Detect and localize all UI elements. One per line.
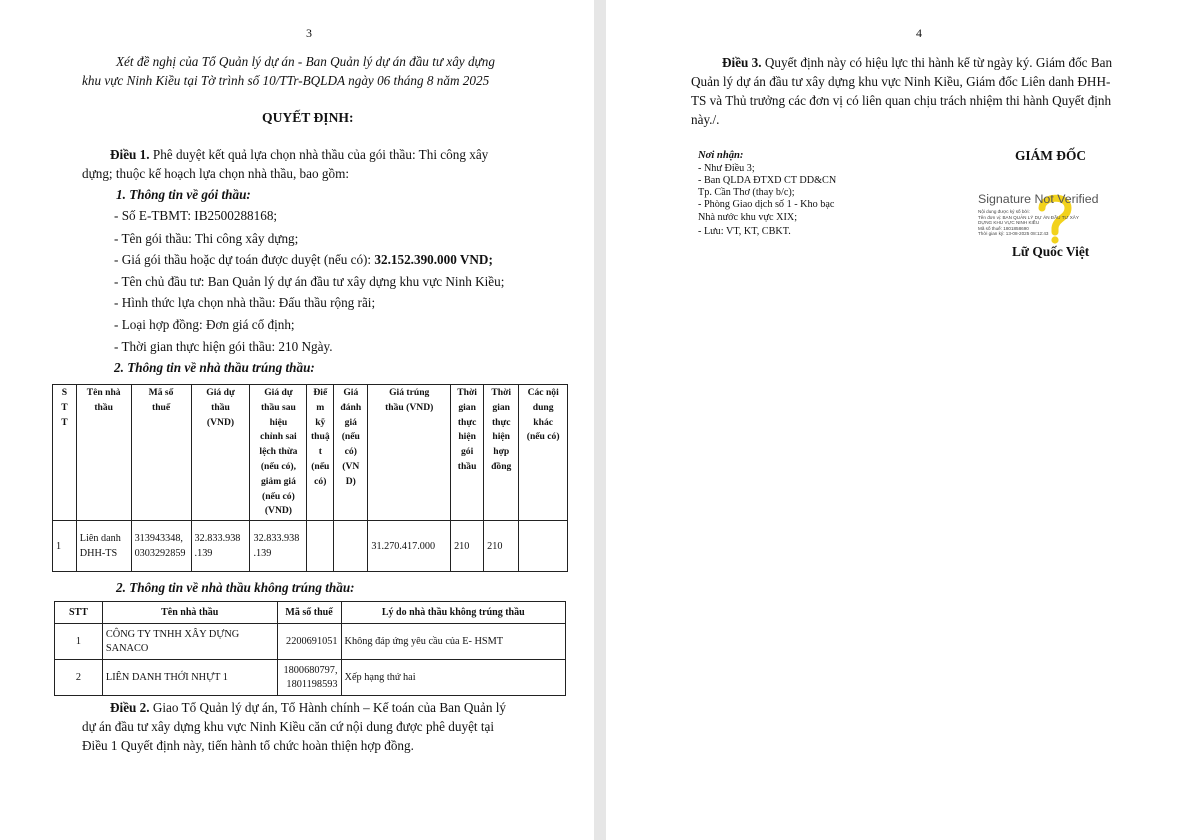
cell-text: giá [344, 416, 357, 428]
cell-text: 32.833.938 [194, 533, 241, 545]
cell-text: thầu sau [260, 401, 296, 413]
cell-text: 210 [454, 540, 470, 552]
cell-text: gói [460, 446, 474, 458]
article3-label: Điều 3. [722, 55, 762, 70]
column-header [451, 385, 484, 521]
cell-text: Tên nhà [86, 387, 121, 398]
table-cell [55, 624, 103, 660]
cell-text: CÔNG TY TNHH XÂY DỰNG [105, 628, 240, 640]
preamble-line-2: khu vực Ninh Kiều tại Tờ trình số 10/TTr-BQLDA ngày 06 tháng 8 năm 2025 [82, 73, 490, 88]
cell-text: Liên danh [79, 533, 121, 545]
cell-text: D) [345, 475, 356, 487]
signature-status: Signature Not Verified [978, 192, 1099, 206]
column-header [484, 385, 519, 521]
page-number: 4 [916, 26, 922, 40]
cell-text: T [61, 401, 68, 413]
cell-text: Thời [457, 387, 477, 398]
cell-text: DHH-TS [79, 548, 118, 560]
package-price-label: - Giá gói thầu hoặc dự toán được duyệt (nếu có): [114, 252, 375, 267]
cell-text: SANACO [105, 642, 149, 654]
cell-text: gian [458, 401, 476, 413]
table-row [55, 624, 566, 660]
cell-text: 313943348, [134, 533, 183, 545]
column-header [250, 385, 307, 521]
recipient-line: - Ban QLDA ĐTXD CT DD&CN [698, 175, 837, 186]
cell-text: Mã số [148, 387, 174, 398]
losing-bidder-table [54, 601, 566, 696]
signature-detail-line: DỰNG KHU VỰC NINH KIỀU [978, 220, 1040, 226]
package-price-value: 32.152.390.000 VND; [374, 252, 493, 267]
preamble-line-1: Xét đề nghị của Tổ Quản lý dự án - Ban Quản lý dự án đầu tư xây dựng [116, 54, 495, 69]
page-number: 3 [306, 26, 312, 40]
signature-detail-line: Nội dung được ký số bởi: [978, 209, 1030, 214]
cell-text: Giá [343, 387, 359, 398]
cell-text: (nếu có) [526, 431, 560, 443]
article2-line-2: dự án đầu tư xây dựng khu vực Ninh Kiều căn cứ nội dung được phê duyệt tại [82, 719, 495, 734]
table-row [53, 521, 568, 572]
package-name: - Tên gói thầu: Thi công xây dựng; [114, 231, 299, 246]
table-cell [191, 521, 250, 572]
article3-line-2: Quản lý dự án đầu tư xây dựng khu vực Ninh Kiều, Giám đốc Liên danh ĐHH- [691, 74, 1111, 89]
cell-text: Giá trúng [389, 387, 430, 398]
table-cell [277, 660, 341, 696]
cell-text: Không đáp ứng yêu cầu của E- HSMT [344, 635, 504, 647]
section1-title: 1. Thông tin về gói thầu: [116, 187, 251, 202]
table-cell [131, 521, 191, 572]
cell-text: S [61, 387, 68, 398]
table-cell [55, 660, 103, 696]
cell-text: T [61, 416, 68, 428]
cell-text: thực [491, 416, 511, 428]
section2-title: 2. Thông tin về nhà thầu trúng thầu: [114, 360, 315, 375]
table-cell [307, 521, 334, 572]
table-cell [250, 521, 307, 572]
column-header [368, 385, 451, 521]
package-price-line [114, 250, 493, 269]
decision-heading: QUYẾT ĐỊNH: [262, 110, 354, 125]
investor-name: - Tên chủ đầu tư: Ban Quản lý dự án đầu tư xây dựng khu vực Ninh Kiều; [114, 274, 505, 289]
cell-text: 31.270.417.000 [371, 540, 436, 552]
column-header [53, 385, 77, 521]
article2-line-1 [110, 698, 506, 717]
cell-text: dung [532, 401, 554, 413]
cell-text: .139 [194, 548, 213, 560]
cell-text: hiệu [269, 416, 288, 428]
cell-text: (VND) [264, 505, 293, 517]
article2-label: Điều 2. [110, 700, 150, 715]
article1-label: Điều 1. [110, 147, 150, 162]
contract-type: - Loại hợp đồng: Đơn giá cố định; [114, 317, 295, 332]
column-header [191, 385, 250, 521]
cell-text: (nếu có), [260, 460, 296, 472]
cell-text: 1 [56, 540, 62, 552]
article3-line-3: TS và Thủ trưởng các đơn vị có liên quan chịu trách nhiệm thi hành Quyết định [691, 93, 1112, 108]
cell-text: 32.833.938 [253, 533, 300, 545]
article3-line-1 [722, 53, 1112, 72]
cell-text: 2 [75, 671, 82, 683]
loser-table-header-row [55, 602, 566, 624]
recipient-line: - Phòng Giao dịch số 1 - Kho bạc [698, 199, 835, 210]
table-cell [341, 624, 565, 660]
document-page-3 [0, 0, 594, 840]
cell-text: (VND) [206, 416, 235, 428]
cell-text: có) [314, 475, 327, 487]
cell-text: thầu [211, 401, 230, 413]
signature-details [978, 209, 1079, 237]
cell-text: gian [492, 401, 511, 413]
table-cell [519, 521, 568, 572]
cell-text: thầu [457, 460, 477, 472]
column-header [131, 385, 191, 521]
recipient-line: - Lưu: VT, KT, CBKT. [698, 226, 791, 237]
signer-name: Lữ Quốc Việt [1012, 244, 1090, 259]
table-cell [53, 521, 77, 572]
table-cell [451, 521, 484, 572]
cell-text: 1801198593 [286, 678, 338, 690]
cell-text: (nếu [311, 460, 330, 472]
table-row [55, 660, 566, 696]
article1-line-1 [110, 145, 488, 164]
column-header [519, 385, 568, 521]
cell-text: (nếu [341, 431, 360, 443]
article2-line-3: Điều 1 Quyết định này, tiến hành tổ chức hoàn thiện hợp đồng. [82, 738, 414, 753]
recipients-title: Nơi nhận: [698, 150, 744, 161]
article1-text-1: Phê duyệt kết quả lựa chọn nhà thầu của gói thầu: Thi công xây [149, 147, 489, 162]
cell-text: có) [344, 446, 357, 458]
cell-text: Xếp hạng thứ hai [344, 671, 416, 683]
column-header: Tên nhà thầu [102, 602, 277, 624]
cell-text: 210 [487, 540, 503, 552]
recipient-line: - Như Điều 3; [698, 163, 755, 174]
table-cell [334, 521, 368, 572]
cell-text: 1 [75, 635, 82, 647]
cell-text: Các nội [527, 387, 559, 398]
cell-text: kỹ [315, 416, 326, 428]
winning-bidder-table [52, 384, 568, 572]
winner-table-header-row [53, 385, 568, 521]
cell-text: hiện [492, 431, 511, 443]
package-code: - Số E-TBMT: IB2500288168; [114, 208, 278, 223]
cell-text: 0303292859 [134, 548, 186, 560]
cell-text: khác [533, 416, 554, 428]
cell-text: Điể [313, 387, 328, 398]
cell-text: .139 [253, 548, 272, 560]
cell-text: Giá dự [264, 387, 293, 398]
cell-text: hiện [458, 431, 476, 443]
cell-text: hợp [493, 446, 510, 458]
column-header [307, 385, 334, 521]
section3-title: 2. Thông tin về nhà thầu không trúng thầu: [116, 580, 355, 595]
table-cell [484, 521, 519, 572]
cell-text: LIÊN DANH THỚI NHỰT 1 [105, 671, 228, 683]
article2-text-1: Giao Tổ Quản lý dự án, Tổ Hành chính – Kế toán của Ban Quản lý [149, 700, 506, 715]
cell-text: (VN [342, 460, 360, 472]
article1-line-2: dựng; thuộc kế hoạch lựa chọn nhà thầu, bao gồm: [82, 166, 349, 181]
table-cell [277, 624, 341, 660]
signature-detail-line: Thời gian ký: 13-08-2025 08:12:43 [978, 231, 1049, 237]
recipient-line: Tp. Cần Thơ (thay b/c); [698, 187, 795, 198]
cell-text: đánh [340, 401, 362, 413]
package-duration: - Thời gian thực hiện gói thầu: 210 Ngày. [114, 339, 333, 354]
table-cell [368, 521, 451, 572]
cell-text: t [318, 446, 322, 458]
cell-text: giảm giá [260, 475, 296, 487]
cell-text: thuậ [310, 431, 330, 443]
document-page-4 [606, 0, 1200, 840]
column-header: Mã số thuế [277, 602, 341, 624]
signer-role: GIÁM ĐỐC [1015, 148, 1087, 163]
column-header: Lý do nhà thầu không trúng thầu [341, 602, 565, 624]
signature-detail-line: Tên đơn vị: BAN QUẢN LÝ DỰ ÁN ĐẦU TƯ XÂY [978, 214, 1079, 220]
cell-text: thầu [94, 401, 114, 413]
signature-detail-line: Mã số thuế: 1801858690 [978, 225, 1029, 231]
article3-line-4: này./. [691, 112, 720, 127]
cell-text: 1800680797, [283, 664, 338, 676]
column-header [334, 385, 368, 521]
cell-text: chỉnh sai [260, 431, 297, 443]
cell-text: thầu (VND) [385, 401, 434, 413]
cell-text: Thời [491, 387, 512, 398]
table-cell [102, 624, 277, 660]
cell-text: thuế [152, 401, 171, 413]
table-cell [76, 521, 131, 572]
cell-text: 2200691051 [286, 635, 338, 647]
digital-signature-stamp [976, 190, 1122, 246]
cell-text: thực [457, 416, 477, 428]
table-cell [341, 660, 565, 696]
cell-text: lệch thừa [259, 446, 298, 458]
article3-text-1: Quyết định này có hiệu lực thi hành kể từ ngày ký. Giám đốc Ban [761, 55, 1113, 70]
cell-text: Giá dự [206, 387, 235, 398]
selection-method: - Hình thức lựa chọn nhà thầu: Đấu thầu rộng rãi; [114, 295, 376, 310]
column-header [76, 385, 131, 521]
cell-text: đồng [491, 460, 512, 472]
cell-text: m [316, 401, 325, 413]
recipient-line: Nhà nước khu vực XIX; [698, 212, 798, 223]
cell-text: (nếu có) [262, 490, 295, 502]
table-cell [102, 660, 277, 696]
column-header: STT [55, 602, 103, 624]
